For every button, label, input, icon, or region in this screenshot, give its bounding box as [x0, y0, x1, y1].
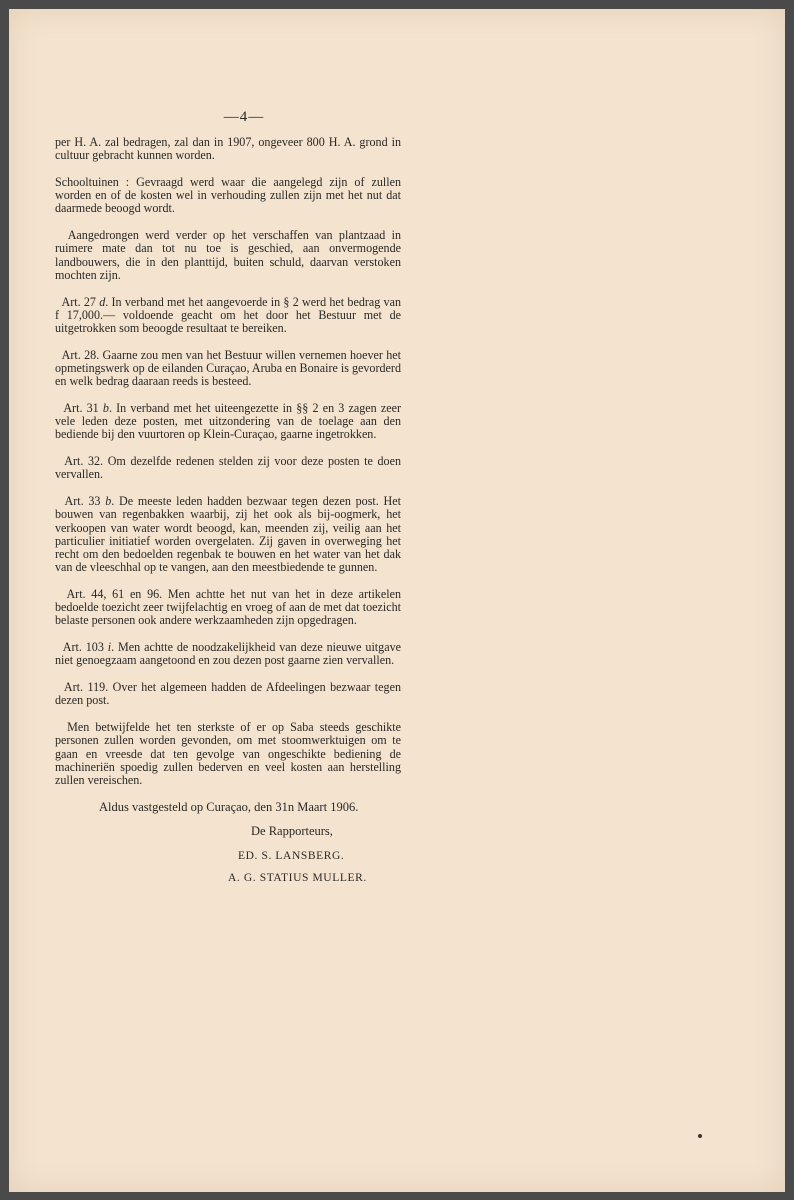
- paragraph-text: Over het algemeen hadden de Afdeelingen bezwaar tegen dezen post.: [55, 680, 402, 708]
- signature-block: [55, 801, 401, 886]
- paragraph-art-44-61-96: [55, 588, 401, 628]
- paragraph-art-27d: [55, 296, 401, 336]
- paragraph-text: Gaarne zou men van het Bestuur willen vernemen hoever het opmetingswerk op de eilanden Curaçao, Aruba en Bonaire is gevorderd en welk bedrag daaraan reeds is besteed.: [55, 347, 402, 389]
- page-number: —4—: [223, 109, 265, 125]
- paragraph-text: Om dezelfde redenen stelden zij voor deze posten te doen vervallen.: [55, 454, 401, 482]
- rapporteurs-label: De Rapporteurs,: [251, 824, 333, 839]
- document-body: [55, 136, 401, 886]
- closing-date-line: Aldus vastgesteld op Curaçao, den 31n Maart 1906.: [99, 799, 359, 814]
- article-label: Art. 28.: [61, 347, 100, 362]
- paragraph-text: Men achtte het nut van het in deze artikelen bedoelde toezicht zeer twijfelachtig en vroeg of aan de met dat toezicht belaste personen ook andere werkzaamheden zijn opgedragen.: [55, 587, 401, 628]
- paragraph-text: De meeste leden hadden bezwaar tegen dezen post. Het bouwen van regenbakken waarbij, zij het ook als bij-oogmerk, het verkoopen van water wordt beoogd, kan, meenden zij, veilig aan het particulier initiatief worden overgelaten. Zij gaven in overweging het recht om den bedoelden regenbak te bouwen en het water van het dak van de vleeschhal op te vangen, aan den meestbiedende te gunnen.: [55, 494, 402, 575]
- article-label: Art. 32.: [64, 454, 104, 469]
- article-label: Art. 31 b.: [63, 401, 112, 416]
- paragraph-text: Aangedrongen werd verder op het verschaffen van plantzaad in ruimere mate dan tot nu toe is geschied, aan onvermogende landbouwers, die in den planttijd, buiten schuld, daarvan verstoken mochten zijn.: [55, 228, 401, 282]
- document-page: [9, 9, 785, 1192]
- paragraph-art-31b: [55, 402, 401, 442]
- signatory-name-2: A. G. STATIUS MULLER.: [228, 872, 367, 885]
- article-label: Art. 44, 61 en 96.: [66, 587, 163, 602]
- article-label: Art. 103 i.: [62, 640, 115, 655]
- paragraph-text: Schooltuinen : Gevraagd werd waar die aangelegd zijn of zullen worden en of de kosten wel in verhouding zullen zijn met het nut dat daarmede beoogd wordt.: [55, 175, 401, 216]
- paragraph-1: [55, 136, 401, 162]
- paragraph-art-28: [55, 349, 401, 389]
- paragraph-text: per H. A. zal bedragen, zal dan in 1907, ongeveer 800 H. A. grond in cultuur gebracht kunnen worden.: [55, 135, 401, 163]
- article-label: Art. 33 b.: [64, 494, 115, 509]
- paragraph-art-103i: [55, 641, 401, 667]
- paragraph-art-32: [55, 455, 401, 481]
- ink-speck: [698, 1134, 702, 1138]
- paragraph-art-33b: [55, 495, 401, 574]
- paragraph-text: Men betwijfelde het ten sterkste of er op Saba steeds geschikte personen zullen worden gevonden, om met stoomwerktuigen om te gaan en vreesde dat ten gevolge van ongeschikte bediening de machineriën spoedig zullen bederven en veel kosten aan herstelling zullen vereischen.: [55, 720, 401, 788]
- article-label: Art. 27 d.: [61, 294, 109, 309]
- signatory-name-1: ED. S. LANSBERG.: [238, 850, 345, 863]
- paragraph-text: Men achtte de noodzakelijkheid van deze nieuwe uitgave niet genoegzaam aangetoond en zou dezen post gaarne zien vervallen.: [55, 640, 401, 668]
- bleed-through-decoration: [55, 914, 401, 927]
- paragraph-text: In verband met het aangevoerde in § 2 werd het bedrag van f 17,000.— voldoende geacht om het door het Bestuur met de uitgetrokken som beoogde resultaat te bereiken.: [55, 294, 402, 336]
- paragraph-3: [55, 229, 401, 282]
- paragraph-text: In verband met het uiteengezette in §§ 2 en 3 zagen zeer vele leden deze posten, met uitzondering van de toelage aan den bediende bij den vuurtoren op Klein-Curaçao, gaarne ingetrokken.: [55, 401, 401, 442]
- article-label: Art. 119.: [63, 680, 109, 695]
- paragraph-art-119: [55, 681, 401, 707]
- paragraph-saba: [55, 721, 401, 787]
- paragraph-2: [55, 176, 401, 216]
